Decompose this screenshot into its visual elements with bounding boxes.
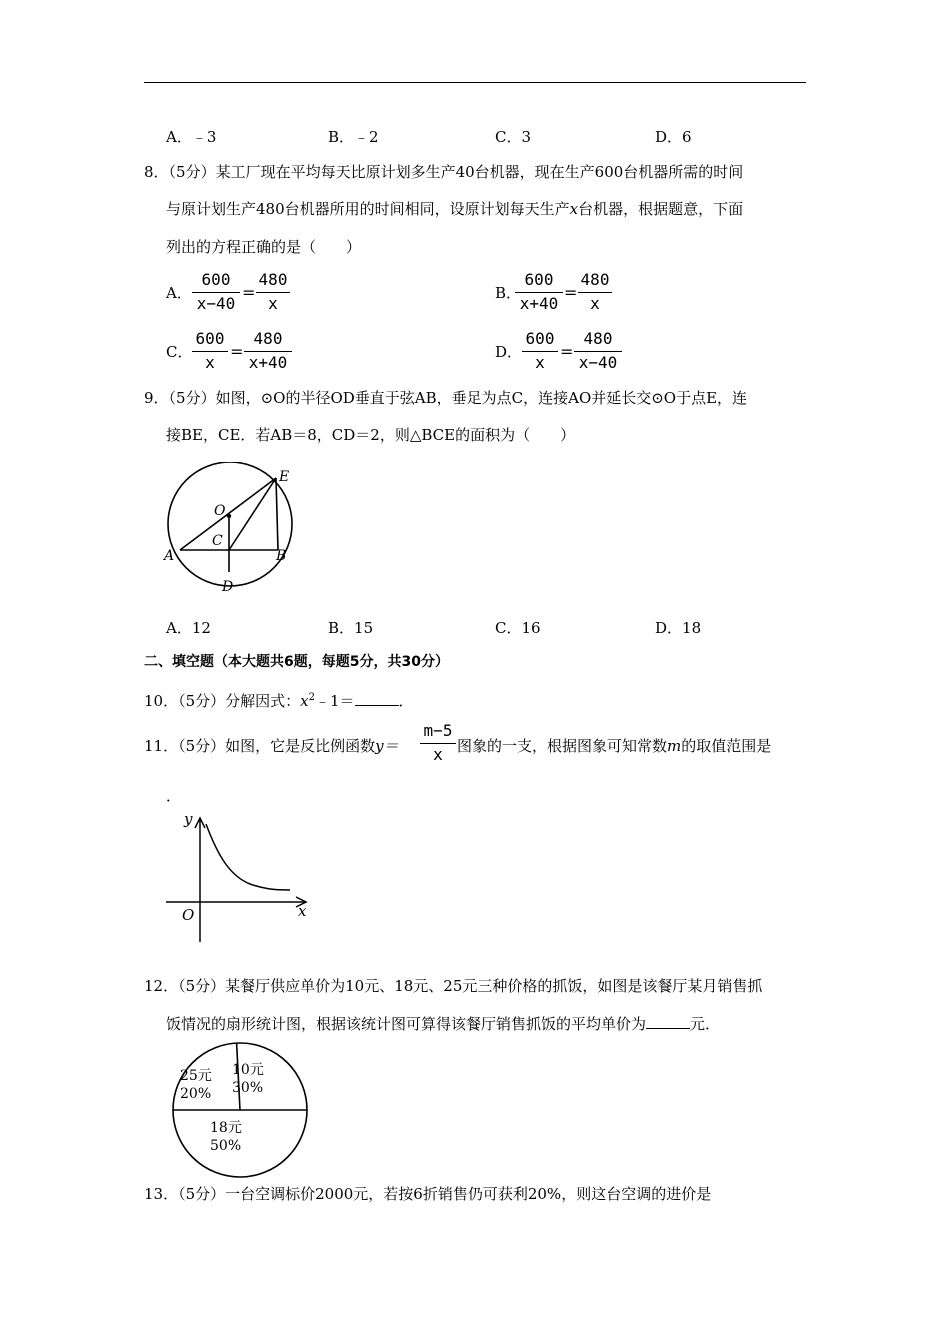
q8-b-equals: =: [564, 283, 578, 302]
q8-line-1: 8．（5分）某工厂现在平均每天比原计划多生产40台机器，现在生产600台机器所需的时间: [144, 163, 744, 181]
q11-fraction: m−5 x: [420, 722, 456, 766]
section-2-title: 二、填空题（本大题共6题，每题5分，共30分）: [144, 654, 449, 670]
q11-text-b: 图象的一支，根据图象可知常数m的取值范围是: [457, 737, 772, 755]
q12-answer-blank[interactable]: [646, 1014, 690, 1029]
q9-option-c[interactable]: C．16: [495, 619, 541, 637]
q7-option-a[interactable]: A．﹣3: [166, 128, 217, 146]
q7-option-d[interactable]: D．6: [655, 128, 692, 146]
q11-graph: [160, 808, 320, 948]
x-axis-label: x: [298, 902, 307, 920]
q8-option-b-label[interactable]: B．: [495, 284, 522, 302]
slice-25-pct: 20%: [180, 1086, 212, 1102]
q8-b-rhs-fraction: 480 x: [578, 271, 612, 315]
center-point: [227, 514, 231, 518]
label-b: B: [276, 548, 287, 564]
q11-line-2: ．: [166, 787, 182, 805]
q8-option-d-label[interactable]: D．: [495, 343, 523, 361]
y-axis-label: y: [184, 810, 193, 828]
q9-option-d[interactable]: D．18: [655, 619, 702, 637]
header-rule: [144, 82, 806, 83]
q13-line-1: 13．（5分）一台空调标价2000元，若按6折销售仍可获利20%，则这台空调的进价是: [144, 1185, 712, 1203]
segment-ce: [229, 478, 276, 550]
label-c: C: [212, 533, 223, 549]
q10-text: 10．（5分）分解因式：$x^2﹣1=$ ．: [144, 692, 414, 710]
q8-d-equals: =: [560, 342, 574, 361]
label-e: E: [279, 469, 290, 485]
label-d: D: [222, 579, 234, 594]
label-o: O: [214, 503, 226, 519]
q8-c-rhs-fraction: 480 x+40: [244, 330, 292, 374]
line-ae: [180, 478, 276, 550]
q7-option-c[interactable]: C．3: [495, 128, 532, 146]
q8-b-lhs-fraction: 600 x+40: [515, 271, 563, 315]
q12-line-2: 饭情况的扇形统计图，根据该统计图可算得该餐厅销售抓饭的平均单价为 元．: [166, 1015, 721, 1033]
q9-line-1: 9．（5分）如图，⊙O的半径OD垂直于弦AB，垂足为点C，连接AO并延长交⊙O于点E，连: [144, 389, 748, 407]
q7-option-b[interactable]: B．﹣2: [328, 128, 379, 146]
origin-label: O: [182, 906, 195, 924]
q8-a-lhs-fraction: 600 x−40: [192, 271, 240, 315]
q9-circle-figure: [160, 462, 310, 594]
q12-line-1: 12．（5分）某餐厅供应单价为10元、18元、25元三种价格的抓饭，如图是该餐厅某月销售抓: [144, 977, 763, 995]
q10-answer-blank[interactable]: [355, 691, 399, 706]
hyperbola-branch: [206, 824, 290, 890]
q8-c-equals: =: [230, 342, 244, 361]
slice-25-label: 25元: [180, 1068, 212, 1084]
label-a: A: [164, 548, 175, 564]
slice-18-label: 18元: [210, 1120, 242, 1136]
q8-c-lhs-fraction: 600 x: [192, 330, 228, 374]
q12-pie-chart: [162, 1042, 318, 1178]
q8-option-a-label[interactable]: A．: [166, 284, 192, 302]
q9-line-2: 接BE，CE．若AB＝8，CD＝2，则△BCE的面积为（ ）: [166, 426, 576, 444]
slice-10-label: 10元: [232, 1062, 264, 1078]
q8-a-rhs-fraction: 480 x: [256, 271, 290, 315]
q8-line-2: 与原计划生产480台机器所用的时间相同，设原计划每天生产x台机器，根据题意，下面: [166, 200, 744, 218]
q9-option-a[interactable]: A．12: [166, 619, 211, 637]
q11-text-a: 11．（5分）如图，它是反比例函数y＝: [144, 737, 399, 755]
q8-d-lhs-fraction: 600 x: [522, 330, 558, 374]
q8-line-3: 列出的方程正确的是（ ）: [166, 238, 362, 256]
q9-option-b[interactable]: B．15: [328, 619, 374, 637]
segment-be: [276, 478, 278, 550]
q8-d-rhs-fraction: 480 x−40: [574, 330, 622, 374]
q8-option-c-label[interactable]: C．: [166, 343, 193, 361]
q8-a-equals: =: [242, 283, 256, 302]
slice-10-pct: 30%: [232, 1080, 264, 1096]
slice-18-pct: 50%: [210, 1138, 242, 1154]
